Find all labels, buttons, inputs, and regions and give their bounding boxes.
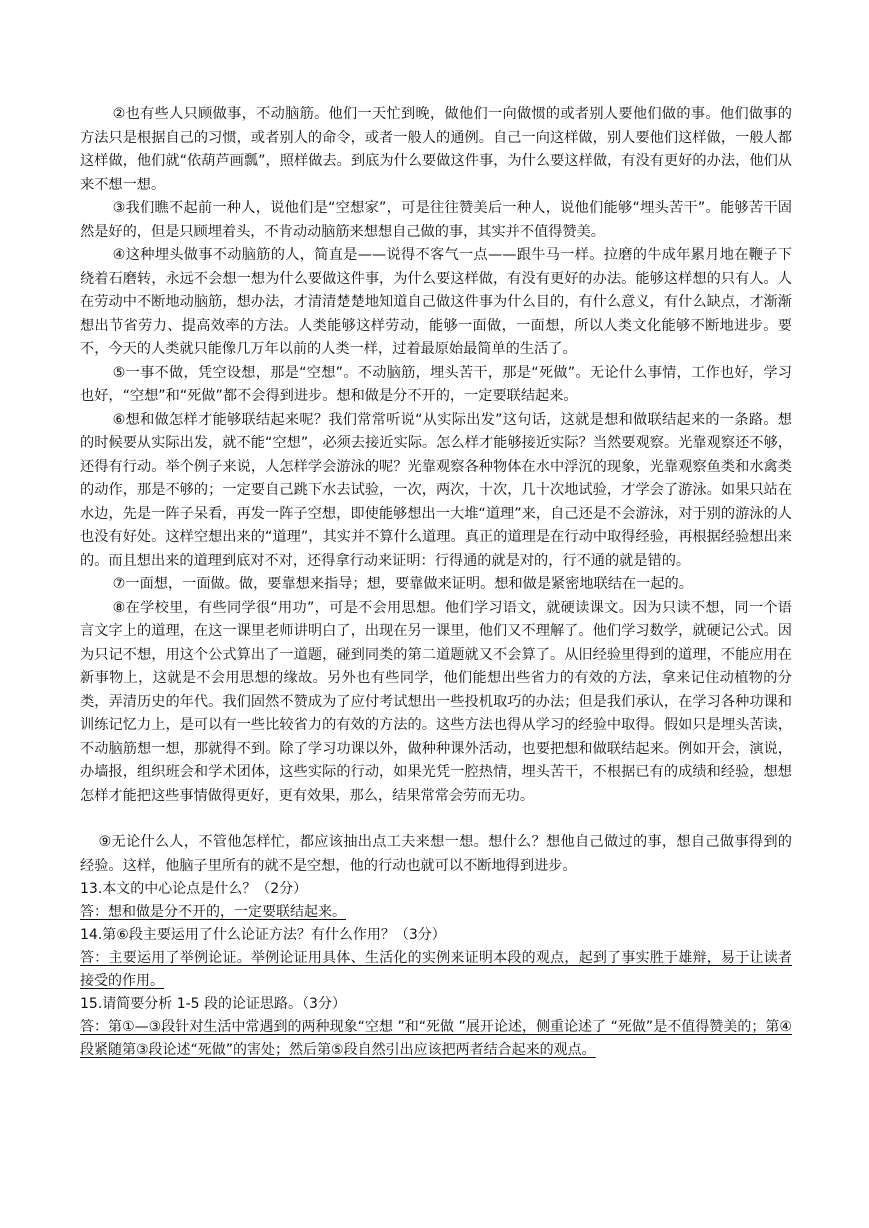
- document-page: [80, 103, 792, 1062]
- paragraph-8: ⑧在学校里，有些同学很“用功”，可是不会用思想。他们学习语文，就硬读课文。因为只读不想，同一个语言文字上的道理，在这一课里老师讲明白了，出现在另一课里，他们又不理解了。他们学习数学，就硬记公式。因为只记不想，用这个公式算出了一道题，碰到同类的第二道题就又不会算了。从旧经验里得到的道理，不能应用在新事物上，这就是不会用思想的缘故。另外也有些同学，他们能想出些省力的有效的方法，拿来记住动植物的分类，弄清历史的年代。我们固然不赞成为了应付考试想出一些投机取巧的办法；但是我们承认，在学习各种功课和训练记忆力上，是可以有一些比较省力的有效的方法的。这些方法也得从学习的经验中取得。假如只是埋头苦读，不动脑筋想一想，那就得不到。除了学习功课以外，做种种课外活动，也要把想和做联结起来。例如开会，演说，办墙报，组织班会和学术团体，这些实际的行动，如果光凭一腔热情，埋头苦干，不根据已有的成绩和经验，想想怎样才能把这些事情做得更好，更有效果，那么，结果常常会劳而无功。: [80, 599, 792, 804]
- question-block-14: [80, 924, 792, 993]
- paragraph-5: ⑤一事不做，凭空设想，那是“空想”。不动脑筋，埋头苦干，那是“死做”。无论什么事情，工作也好，学习也好，“空想”和“死做”都不会得到进步。想和做是分不开的，一定要联结起来。: [80, 364, 792, 404]
- paragraph-3: ③我们瞧不起前一种人，说他们是“空想家”，可是往往赞美后一种人，说他们能够“埋头苦干”。能够苦干固然是好的，但是只顾埋着头，不肯动动脑筋来想想自己做的事，其实并不值得赞美。: [80, 200, 792, 240]
- question-14: 14.第⑥段主要运用了什么论证方法？有什么作用？（3分）: [80, 927, 446, 943]
- answer-13: 答：想和做是分不开的，一定要联结起来。: [80, 904, 346, 920]
- paragraph-9: ⑨无论什么人，不管他怎样忙，都应该抽出点工夫来想一想。想什么？想他自己做过的事，想自己做事得到的经验。这样，他脑子里所有的就不是空想，他的行动也就可以不断地得到进步。: [80, 834, 792, 874]
- paragraph-6: ⑥想和做怎样才能够联结起来呢？我们常常听说“从实际出发”这句话，这就是想和做联结起来的一条路。想的时候要从实际出发，就不能“空想”，必须去接近实际。怎么样才能够接近实际？当然要观察。光靠观察还不够，还得有行动。举个例子来说，人怎样学会游泳的呢？光靠观察各种物体在水中浮沉的现象，光靠观察鱼类和水禽类的动作，那是不够的；一定要自己跳下水去试验，一次，两次，十次，几十次地试验，才学会了游泳。如果只站在水边，先是一阵子呆看，再发一阵子空想，即使能够想出一大堆“道理”来，自己还是不会游泳，对于别的游泳的人也没有好处。这样空想出来的“道理”，其实并不算什么道理。真正的道理是在行动中取得经验，再根据经验想出来的。而且想出来的道理到底对不对，还得拿行动来证明：行得通的就是对的，行不通的就是错的。: [80, 411, 792, 569]
- paragraph-2: ②也有些人只顾做事，不动脑筋。他们一天忙到晚，做他们一向做惯的或者别人要他们做的事。他们做事的方法只是根据自己的习惯，或者别人的命令，或者一般人的通例。自己一向这样做，别人要他们这样做，一般人都这样做，他们就“依葫芦画瓢”，照样做去。到底为什么要做这件事，为什么要这样做，有没有更好的办法，他们从来不想一想。: [80, 106, 792, 193]
- paragraph-4: ④这种埋头做事不动脑筋的人，简直是——说得不客气一点——跟牛马一样。拉磨的牛成年累月地在鞭子下绕着石磨转，永远不会想一想为什么要做这件事，为什么要这样做，有没有更好的办法。能够这样想的只有人。人在劳动中不断地动脑筋，想办法，才清清楚楚地知道自己做这件事为什么目的，有什么意义，有什么缺点，才渐渐想出节省劳力、提高效率的方法。人类能够这样劳动，能够一面做，一面想，所以人类文化能够不断地进步。要不，今天的人类就只能像几万年以前的人类一样，过着最原始最简单的生活了。: [80, 247, 792, 357]
- paragraph-gap: [80, 808, 792, 831]
- question-block-13: [80, 878, 792, 924]
- answer-14: 答：主要运用了举例论证。举例论证用具体、生活化的实例来证明本段的观点，起到了事实胜于雄辩，易于让读者接受的作用。: [80, 950, 792, 989]
- answer-15: 答：第①—③段针对生活中常遇到的两种现象“空想 ”和“死做 ”展开论述，侧重论述了 “死做”是不值得赞美的；第④段紧随第③段论述“死做”的害处；然后第⑤段自然引出应该把两者结合起来的观点。: [80, 1019, 792, 1058]
- question-block-15: [80, 993, 792, 1062]
- question-13: 13.本文的中心论点是什么？（2分）: [80, 881, 308, 897]
- question-15: 15.请简要分析 1-5 段的论证思路。（3分）: [80, 996, 346, 1012]
- paragraph-7: ⑦一面想，一面做。做，要靠想来指导；想，要靠做来证明。想和做是紧密地联结在一起的。: [112, 576, 693, 592]
